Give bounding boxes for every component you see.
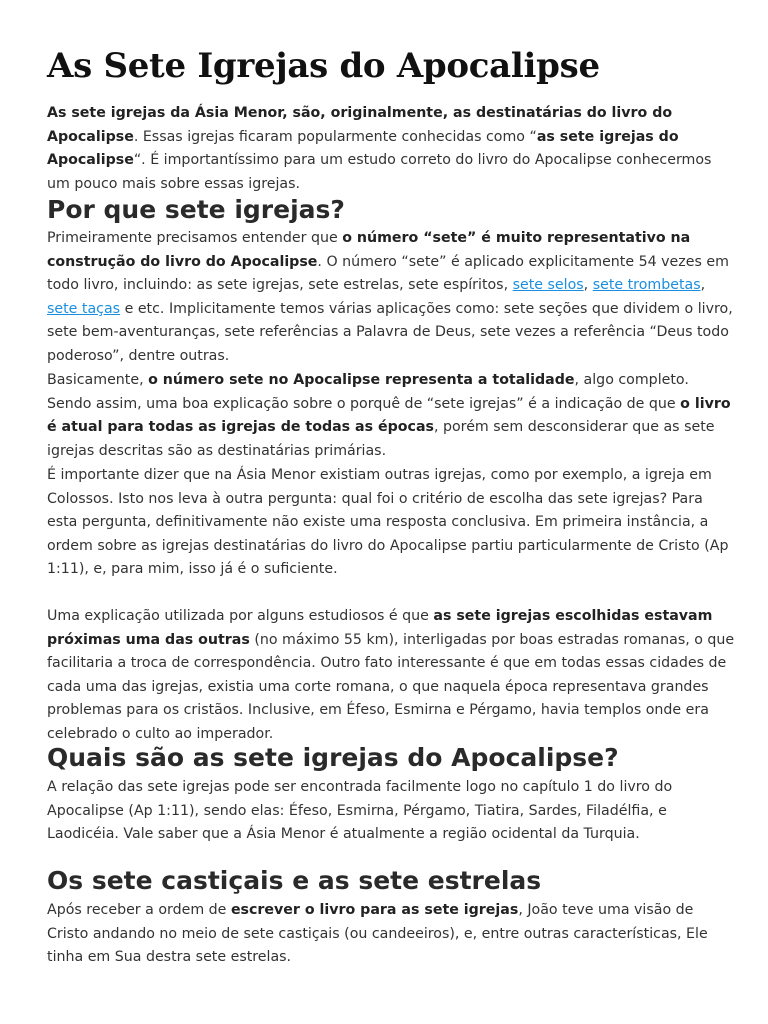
- s3p1-text-2: , João teve uma visão de Cristo andando no meio de sete castiçais (ou candeeiros), e, entre outras características, Ele tinha em Sua destra sete estrelas.: [47, 902, 708, 966]
- s1p2-text-3: , porém sem desconsiderar que as sete igrejas descritas são as destinatárias primárias.: [47, 419, 715, 459]
- s1p1-sep-2: ,: [700, 277, 706, 294]
- link-sete-selos[interactable]: sete selos: [512, 277, 584, 294]
- s1p2-bold-1: o número sete no Apocalipse representa a totalidade: [148, 372, 575, 388]
- link-sete-tacas[interactable]: sete taças: [47, 300, 121, 317]
- section3-paragraph-1: [47, 899, 737, 970]
- section-heading-quais-sao-as-sete-igrejas: Quais são as sete igrejas do Apocalipse?: [47, 743, 619, 772]
- section1-paragraph-4: [47, 605, 737, 747]
- intro-text-1: . Essas igrejas ficaram popularmente conhecidas como “: [133, 128, 537, 145]
- s3p1-bold-1: escrever o livro para as sete igrejas: [230, 902, 519, 918]
- section2-paragraph-1: A relação das sete igrejas pode ser encontrada facilmente logo no capítulo 1 do livro do Apocalipse (Ap 1:11), sendo elas: Éfeso, Esmirna, Pérgamo, Tiatira, Sardes, Filadélfia, e Laodicéia. Vale saber que a Ásia Menor é atualmente a região ocidental da Turquia.: [47, 779, 673, 843]
- intro-text-2: “. É importantíssimo para um estudo correto do livro do Apocalipse conhecermos um pouco mais sobre essas igrejas.: [47, 152, 712, 192]
- intro-paragraph: [47, 102, 737, 196]
- s1p4-text-2: (no máximo 55 km), interligadas por boas estradas romanas, o que facilitaria a troca de correspondência. Outro fato interessante é que em todas essas cidades de cada uma das igrejas, existia uma corte romana, o que naquela época representava grandes problemas para os cristãos. Inclusive, em Éfeso, Esmirna e Pérgamo, havia templos onde era celebrado o culto ao imperador.: [47, 631, 735, 742]
- section1-paragraph-1: [47, 227, 737, 369]
- section-heading-castiçais-e-estrelas: Os sete castiçais e as sete estrelas: [47, 866, 542, 895]
- s1p1-sep-1: ,: [583, 277, 593, 294]
- s1p1-text-3: e etc. Implicitamente temos várias aplicações como: sete seções que dividem o livro, sete bem-aventuranças, sete referências a Palavra de Deus, sete vezes a referência “Deus todo poderoso”, dentre outras.: [47, 300, 733, 364]
- intro-bold-1: As sete igrejas da Ásia Menor, são, originalmente, as destinatárias do livro do Apocalipse: [47, 105, 673, 145]
- s1p2-text-2: , algo completo. Sendo assim, uma boa explicação sobre o porquê de “sete igrejas” é a indicação de que: [47, 372, 689, 412]
- s1p1-text-1: Primeiramente precisamos entender que: [47, 230, 343, 246]
- section1-paragraph-3: É importante dizer que na Ásia Menor existiam outras igrejas, como por exemplo, a igreja em Colossos. Isto nos leva à outra pergunta: qual foi o critério de escolha das sete igrejas? Para esta pergunta, definitivamente não existe uma resposta conclusiva. Em primeira instância, a ordem sobre as igrejas destinatárias do livro do Apocalipse partiu particularmente de Cristo (Ap 1:11), e, para mim, isso já é o suficiente.: [47, 467, 729, 578]
- s1p4-text-1: Uma explicação utilizada por alguns estudiosos é que: [47, 608, 434, 624]
- s1p2-text-1: Basicamente,: [47, 372, 149, 388]
- s1p1-bold-1: o número “sete” é muito representativo na construção do livro do Apocalipse: [47, 230, 691, 270]
- s1p1-text-2: . O número “sete” é aplicado explicitamente 54 vezes em todo livro, incluindo: as sete igrejas, sete estrelas, sete espíritos,: [47, 253, 729, 294]
- page-title: As Sete Igrejas do Apocalipse: [47, 46, 600, 86]
- s3p1-text-1: Após receber a ordem de: [47, 902, 231, 918]
- link-sete-trombetas[interactable]: sete trombetas: [592, 277, 701, 294]
- intro-bold-2: as sete igrejas do Apocalipse: [47, 128, 679, 169]
- section-heading-por-que-sete-igrejas: Por que sete igrejas?: [47, 195, 345, 224]
- s1p4-bold-1: as sete igrejas escolhidas estavam próximas uma das outras: [47, 608, 713, 648]
- section1-paragraph-2: [47, 369, 737, 463]
- s1p2-bold-2: o livro é atual para todas as igrejas de todas as épocas: [47, 395, 731, 436]
